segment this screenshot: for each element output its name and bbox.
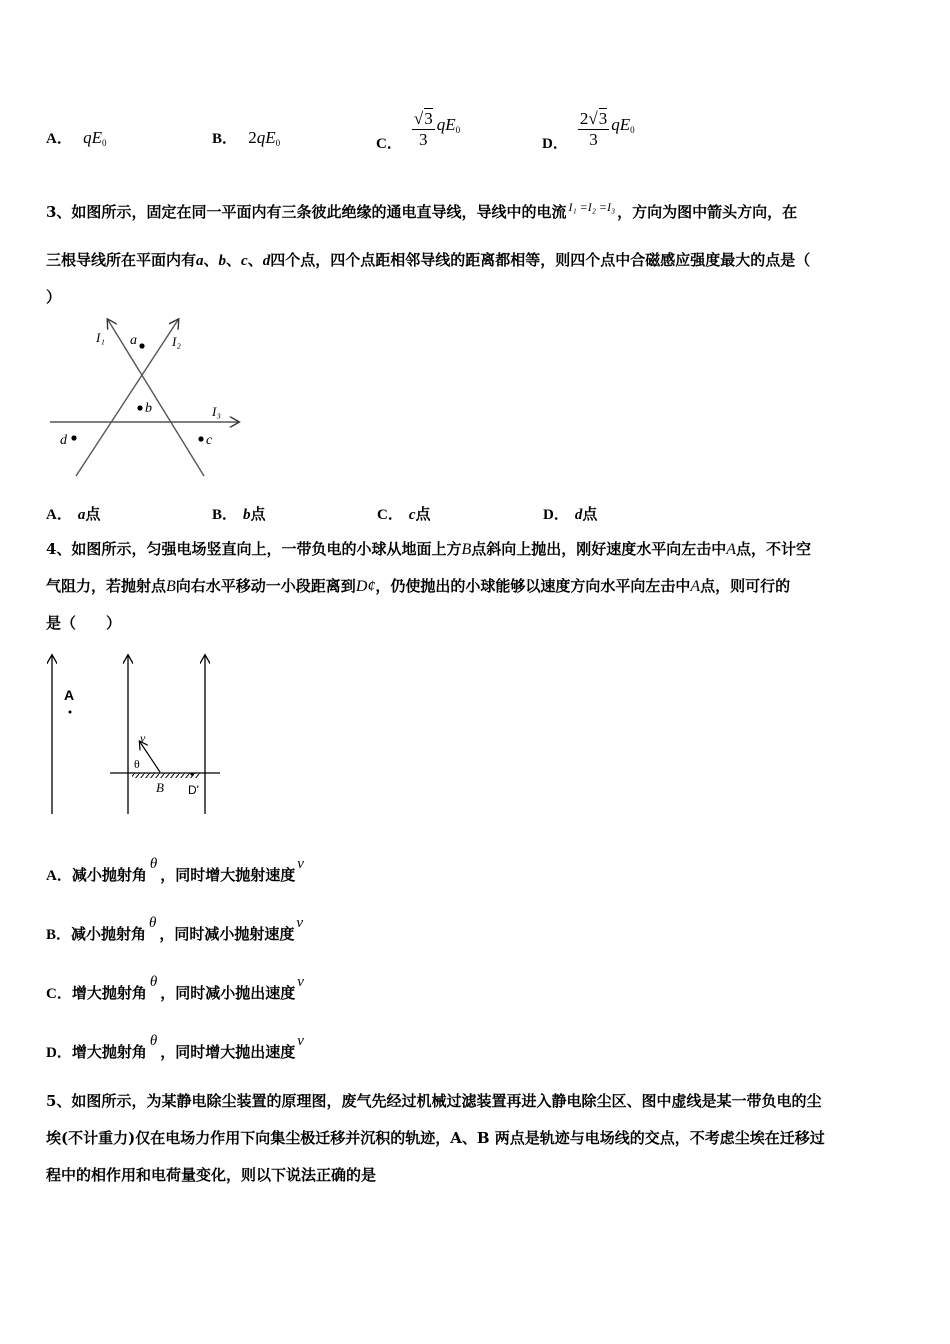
- q5-line-3: 程中的相作用和电荷量变化，则以下说法正确的是: [46, 1166, 377, 1184]
- label-B: B: [156, 780, 164, 795]
- q5-line-2: 埃(不计重力)仅在电场力作用下向集尘极迁移并沉积的轨迹，A、B 两点是轨迹与电场线的交点，不考虑尘埃在迁移过: [46, 1129, 825, 1147]
- label-A: A: [64, 687, 75, 703]
- q4-option-d: D．增大抛射角θ，同时增大抛出速度v: [46, 1033, 304, 1061]
- velocity-arrow: [140, 742, 160, 772]
- point-a: [139, 343, 144, 348]
- q5-line-1: 5、如图所示，为某静电除尘装置的原理图，废气先经过机械过滤装置再进入静电除尘区、图中虚线是某一带负电的尘: [46, 1092, 822, 1110]
- label-b: b: [145, 401, 152, 416]
- point-d: [71, 435, 76, 440]
- point-D: [190, 772, 193, 775]
- q4-figure: [44, 648, 234, 816]
- q3-line-2: 三根导线所在平面内有a、b、c、d四个点，四个点距相邻导线的距离都相等，则四个点中合磁感应强度最大的点是（: [46, 251, 811, 269]
- label-c: c: [206, 433, 213, 448]
- q3-line-3: ）: [46, 288, 62, 306]
- q3-figure: [44, 316, 244, 480]
- q3-line-1: 3、如图所示，固定在同一平面内有三条彼此绝缘的通电直导线，导线中的电流 $^{I_1 =I_2 =I_3}$ ，方向为图中箭头方向，在: [46, 200, 798, 221]
- label-theta: θ: [134, 757, 140, 771]
- q4-line-2: 气阻力，若抛射点B向右水平移动一小段距离到D¢，仍使抛出的小球能够以速度方向水平向左击中A点，则可行的: [46, 577, 791, 595]
- q4-option-a: A．减小抛射角θ，同时增大抛射速度v: [46, 856, 304, 884]
- q3-option-b: B． b点: [212, 505, 266, 523]
- q3-option-c: C． c点: [377, 505, 431, 523]
- point-A: [69, 711, 72, 714]
- q4-line-1: 4、如图所示，匀强电场竖直向上，一带负电的小球从地面上方B点斜向上抛出，刚好速度水平向左击中A点，不计空: [46, 540, 812, 558]
- q4-option-c: C．增大抛射角θ，同时减小抛出速度v: [46, 974, 304, 1002]
- q2-option-d: D． $\frac{2√3}{3}$ $qE_0$: [542, 108, 635, 152]
- q3-option-a: A． a点: [46, 505, 101, 523]
- point-b: [137, 405, 142, 410]
- q2-option-b: B． $2qE_0$: [212, 128, 281, 148]
- ground-hatch: [132, 773, 200, 778]
- point-c: [198, 436, 203, 441]
- q3-option-d: D． d点: [543, 505, 598, 523]
- label-i1: I₁: [96, 330, 105, 345]
- q2-option-a: A． $qE_0$: [46, 128, 107, 148]
- label-i3: I₃: [212, 404, 221, 419]
- label-D: D': [188, 783, 199, 797]
- label-i2: I₂: [172, 334, 181, 349]
- q2-option-c: C． $\frac{√3}{3}$ $qE_0$: [376, 108, 461, 152]
- wire-i2: [76, 320, 178, 476]
- label-a: a: [130, 333, 137, 348]
- q4-option-b: B．减小抛射角θ，同时减小抛射速度v: [46, 915, 304, 943]
- q4-line-3: 是（ ）: [46, 614, 122, 632]
- label-d: d: [60, 433, 67, 448]
- label-v: v: [140, 731, 146, 745]
- wire-i1: [108, 320, 204, 476]
